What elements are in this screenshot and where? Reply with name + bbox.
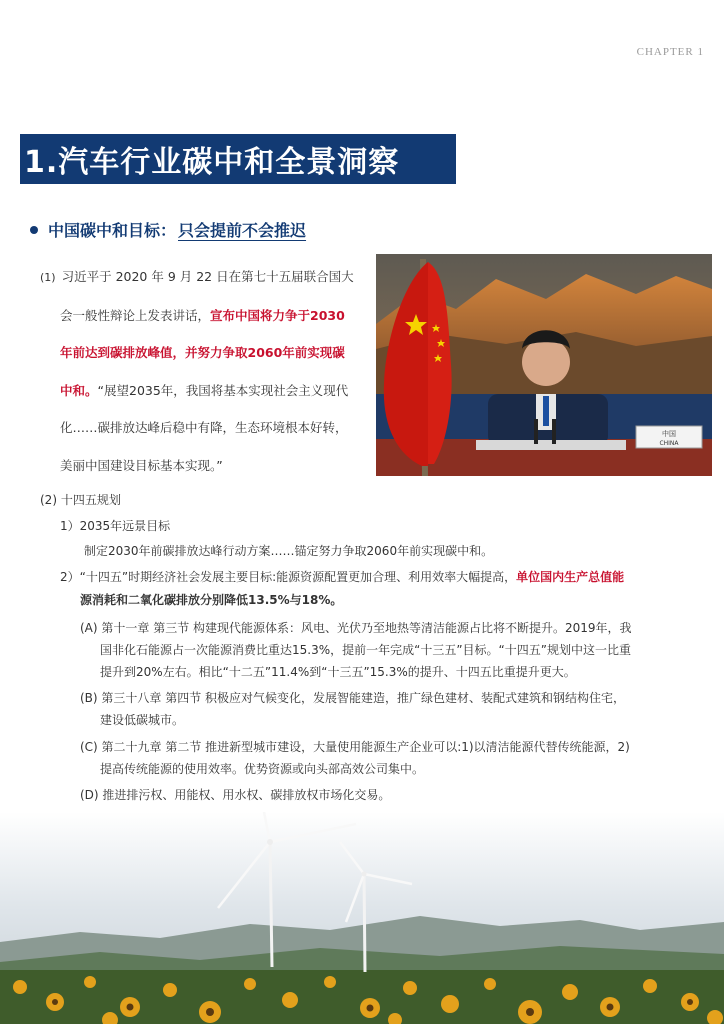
item1-paragraph (40, 258, 368, 484)
item2-B-line2: 建设低碳城市。 (100, 713, 185, 727)
item2-A-line3: 提升到20%左右。相比“十二五”11.4%到“十三五”15.3%的提升、十四五比重提升更大。 (100, 665, 576, 679)
item1-line4-plain: “展望2035年，我国将基本实现社会主义现代 (97, 382, 349, 398)
item2-sub2-label: 2） (60, 570, 80, 584)
speech-photo (376, 254, 712, 476)
item2-C-line1: (C) 第二十九章 第二节 推进新型城市建设，大量使用能源生产企业可以:1)以清洁能源代替传统能源，2) (80, 740, 630, 754)
item1-number: (1) (40, 271, 56, 284)
item1-line5: 化……碳排放达峰后稳中有降，生态环境根本好转， (60, 420, 348, 435)
item2-heading: (2) 十四五规划 (40, 493, 121, 507)
item2-sub2-red1: 单位国内生产总值能 (516, 570, 625, 584)
item2-B-line1: (B) 第三十八章 第四节 积极应对气候变化，发展智能建造，推广绿色建材、装配式建筑和钢结构住宅， (80, 691, 626, 705)
title-banner (20, 134, 456, 184)
item1-line1: 习近平于 2020 年 9 月 22 日在第七十五届联合国大 (61, 269, 354, 284)
item2-sub2-plain: “十四五”时期经济社会发展主要目标:能源资源配置更加合理、利用效率大幅提高， (79, 570, 517, 584)
item2-D-line1: (D) 推进排污权、用能权、用水权、碳排放权市场化交易。 (80, 788, 391, 802)
item2-C-line2: 提高传统能源的使用效率。优势资源或向头部高效公司集中。 (100, 762, 425, 776)
page-title: 1.汽车行业碳中和全景洞察 (24, 145, 400, 180)
item1-line6: 美丽中国建设目标基本实现。” (60, 457, 223, 473)
item2-sub2 (60, 567, 700, 587)
item1-line3-red: 年前达到碳排放峰值，并努力争取2060年前实现碳 (60, 345, 345, 360)
item2-sub1-text: 制定2030年前碳排放达峰行动方案……锚定努力争取2060年前实现碳中和。 (84, 544, 494, 558)
item1-line2-plain: 会一般性辩论上发表讲话， (60, 307, 211, 323)
nameplate-cn: 中国 (662, 430, 676, 438)
item1-line4-red: 中和。 (60, 382, 98, 398)
bullet-icon (30, 226, 38, 234)
item2-sub2-red2: 源消耗和二氧化碳排放分别降低13.5%与18%。 (80, 593, 343, 607)
nameplate-en: CHINA (659, 440, 679, 447)
item1-line2-red: 宣布中国将力争于2030 (210, 307, 345, 323)
section-prefix: 中国碳中和目标： (48, 221, 177, 240)
wind-farm-illustration (0, 812, 724, 1024)
item2-A-line2: 国非化石能源占一次能源消费比重达15.3%，提前一年完成“十三五”目标。“十四五”规划中这一比重 (100, 643, 631, 657)
section-emphasis: 只会提前不会推迟 (178, 221, 307, 240)
item2-A-line1: (A) 第十一章 第三节 构建现代能源体系：风电、光伏乃至地热等清洁能源占比将不断提升。2019年，我 (80, 621, 632, 635)
section-heading (30, 218, 306, 241)
item2-sub1-label: 1）2035年远景目标 (60, 519, 171, 533)
chapter-label: CHAPTER 1 (636, 46, 704, 58)
